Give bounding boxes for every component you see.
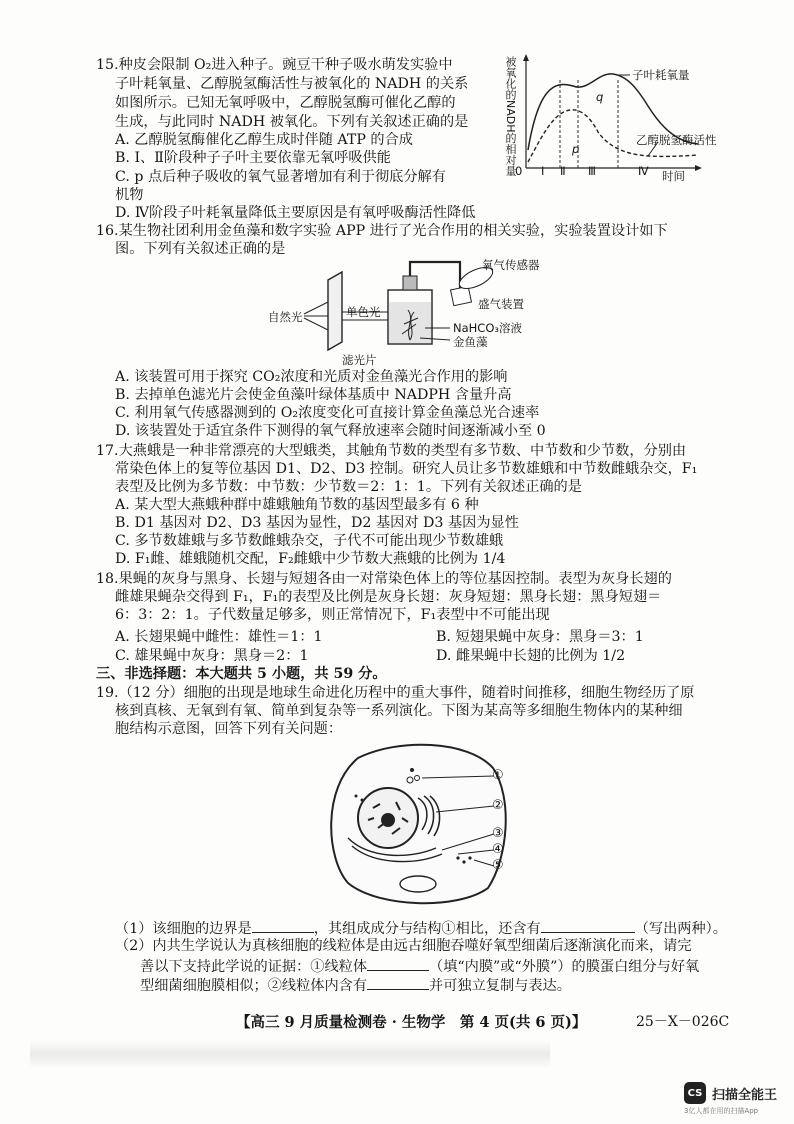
scanner-watermark (684, 1082, 777, 1104)
filter-plate (328, 272, 342, 350)
q15-xlabel: 时间 (662, 169, 685, 183)
q15-option-c: C. p 点后种子吸收的氧气显著增加有利于彻底分解有 (115, 169, 446, 185)
q15-stage-4: Ⅳ (638, 164, 649, 178)
q17-option-c: C. 多节数雄蛾与多节数雌蛾杂交，子代不可能出现少节数雄蛾 (115, 533, 504, 549)
q16-stem-line: 图。下列有关叙述正确的是 (115, 241, 286, 257)
q15-stem-line: 生成，与此同时 NADH 被氧化。下列有关叙述正确的是 (115, 114, 469, 130)
nucleolus (381, 813, 395, 827)
brand-tagline: 3亿人都在用的扫描App (684, 1107, 759, 1115)
ribosome (468, 856, 471, 859)
q19-sub2-line1: （2）内共生学说认为真核细胞的线粒体是由远古细胞吞噬好氧型细菌后逐渐演化而来，请完 (115, 938, 692, 954)
answer-blank[interactable] (367, 956, 429, 971)
q15-option-d: D. Ⅳ阶段子叶耗氧量降低主要原因是有氧呼吸酶活性降低 (115, 205, 476, 221)
q19-stem-line: 核到真核、无氧到有氧、简单到复杂等一系列演化。下图为某高等多细胞生物体内的某种细 (115, 703, 683, 719)
q16-option-b: B. 去掉单色滤光片会使金鱼藻叶绿体基质中 NADPH 含量升高 (115, 387, 512, 403)
q15-stage-3: Ⅲ (588, 164, 596, 178)
answer-blank[interactable] (367, 975, 429, 990)
natural-light-label: 自然光 (268, 310, 303, 324)
q19-sub1 (115, 918, 727, 938)
q18-stem-line: 6：3：2：1。子代数量足够多，则正常情况下，F₁表型中不可能出现 (115, 607, 550, 623)
cell-diagram (318, 738, 518, 908)
q18-option-b: B. 短翅果蝇中灰身：黑身＝3：1 (436, 629, 644, 645)
q15-stage-1: Ⅰ (541, 164, 545, 178)
q15-option-a: A. 乙醇脱氢酶催化乙醇生成时伴随 ATP 的合成 (115, 132, 413, 148)
ribosome (456, 856, 459, 859)
q16-stem-line: 16.某生物社团利用金鱼藻和数字实验 APP 进行了光合作用的相关实验，实验装置设计如下 (96, 223, 668, 239)
light-ray (304, 318, 328, 330)
answer-blank[interactable] (541, 918, 635, 933)
q16-option-c: C. 利用氧气传感器测到的 O₂浓度变化可直接计算金鱼藻总光合速率 (115, 405, 540, 421)
q15-curve2-label: 乙醇脱氢酶活性 (636, 133, 717, 147)
q15-point-p: p (572, 142, 580, 156)
q19-stem-line: 胞结构示意图，回答下列有关问题： (115, 721, 343, 737)
scan-shadow (30, 1040, 550, 1068)
light-ray (304, 302, 328, 314)
cs-logo-icon: CS (684, 1082, 706, 1104)
q15-stem-line: 15.种皮会限制 O₂进入种子。豌豆干种子吸水萌发实验中 (96, 57, 453, 73)
marker-5: ⑤ (492, 858, 504, 873)
brand-name: 扫描全能王 (712, 1087, 778, 1103)
q15-stem-line: 子叶耗氧量、乙醇脱氢酶活性与被氧化的 NADH 的关系 (115, 76, 469, 92)
q15-stage-2: Ⅱ (560, 164, 566, 178)
q18-stem-line: 雌雄果蝇杂交得到 F₁，F₁的表型及比例是灰身长翅：灰身短翅：黑身长翅：黑身短翅＝ (115, 589, 662, 605)
marker-4: ④ (492, 842, 504, 857)
q19-sub2-c: 型细菌细胞膜相似；②线粒体内含有 (140, 978, 368, 994)
q17-option-a: A. 某大型大燕蛾种群中雄蛾触角节数的基因型最多有 6 种 (115, 497, 479, 513)
stopper (403, 276, 417, 290)
page-footer: 【高三 9 月质量检测卷 · 生物学 第 4 页(共 6 页)】 (236, 1014, 587, 1031)
y-axis-arrow (523, 54, 529, 61)
q17-stem-line: 表型及比例为多节数：中节数：少节数＝2：1：1。下列有关叙述正确的是 (115, 479, 582, 495)
q17-stem-line: 常染色体上的复等位基因 D1、D2、D3 控制。研究人员让多节数雄蛾和中节数雌蛾杂交，F₁ (115, 461, 698, 477)
q19-sub2-line3 (140, 975, 571, 995)
q15-graph (498, 50, 748, 190)
ribosome (462, 860, 465, 863)
q18-option-a: A. 长翅果蝇中雌性：雄性＝1：1 (115, 629, 323, 645)
marker-3: ③ (492, 826, 504, 841)
q19-stem-line: 19.（12 分）细胞的出现是地球生命进化历程中的重大事件，随着时间推移，细胞生物经历了原 (96, 685, 695, 701)
gas-device (451, 286, 472, 305)
q19-sub2-b: （填“内膜”或“外膜”）的膜蛋白组分与好氧 (429, 959, 700, 975)
x-axis-arrow (695, 165, 702, 171)
q16-option-d: D. 该装置处于适宜条件下测得的氧气释放速率会随时间逐渐减小至 0 (115, 423, 546, 439)
ribosome (355, 795, 358, 798)
filter-label: 滤光片 (342, 353, 377, 367)
q19-sub2-d: 并可独立复制与表达。 (429, 978, 571, 994)
exam-code: 25－X－026C (636, 1014, 730, 1030)
q19-sub2-line2 (140, 956, 699, 976)
o2-sensor-label: 氧气传感器 (482, 258, 540, 272)
section-heading: 三、非选择题：本大题共 5 小题，共 59 分。 (96, 666, 387, 682)
q17-option-b: B. D1 基因对 D2、D3 基因为显性，D2 基因对 D3 基因为显性 (115, 515, 519, 531)
answer-blank[interactable] (252, 918, 314, 933)
centriole (410, 768, 414, 772)
q15-option-b: B. Ⅰ、Ⅱ阶段种子子叶主要依靠无氧呼吸供能 (115, 150, 391, 166)
q16-option-a: A. 该装置可用于探究 CO₂浓度和光质对金鱼藻光合作用的影响 (115, 369, 508, 385)
q17-stem-line: 17.大燕蛾是一种非常漂亮的大型蛾类，其触角节数的类型有多节数、中节数和少节数，分别由 (96, 443, 687, 459)
marker-1: ① (492, 768, 504, 783)
plant-label: 金鱼藻 (453, 335, 488, 349)
q19-sub2-a: 善以下支持此学说的证据：①线粒体 (140, 959, 368, 975)
q15-point-q: q (596, 90, 604, 104)
marker-2: ② (492, 798, 504, 813)
q15-ylabel: 被氧化的NADH的相对量 (504, 56, 517, 177)
q19-sub1-c: （写出两种）。 (634, 921, 727, 937)
q18-option-c: C. 雄果蝇中灰身：黑身＝2：1 (115, 648, 309, 664)
cell-membrane (331, 745, 506, 904)
q18-option-d: D. 雌果蝇中长翅的比例为 1/2 (436, 648, 626, 664)
q19-sub1-b: ，其组成成分与结构①相比，还含有 (313, 921, 541, 937)
q19-sub1-a: （1）该细胞的边界是 (115, 921, 252, 937)
mono-light-label: 单色光 (346, 305, 381, 319)
q15-option-c-cont: 机物 (115, 187, 144, 203)
q18-stem-line: 18.果蝇的灰身与黑身、长翅与短翅各由一对常染色体上的等位基因控制。表型为灰身长翅的 (96, 571, 672, 587)
q15-curve1-label: 子叶耗氧量 (632, 68, 690, 82)
ribosome (361, 799, 364, 802)
lid-label: 盛气装置 (478, 297, 524, 311)
q17-option-d: D. F₁雌、雄蛾随机交配，F₂雌蛾中少节数大燕蛾的比例为 1/4 (115, 551, 506, 567)
q15-origin: 0 (515, 164, 523, 178)
solution-label: NaHCO₃溶液 (453, 321, 522, 335)
q15-stem-line: 如图所示。已知无氧呼吸中，乙醇脱氢酶可催化乙醇的 (115, 95, 456, 111)
